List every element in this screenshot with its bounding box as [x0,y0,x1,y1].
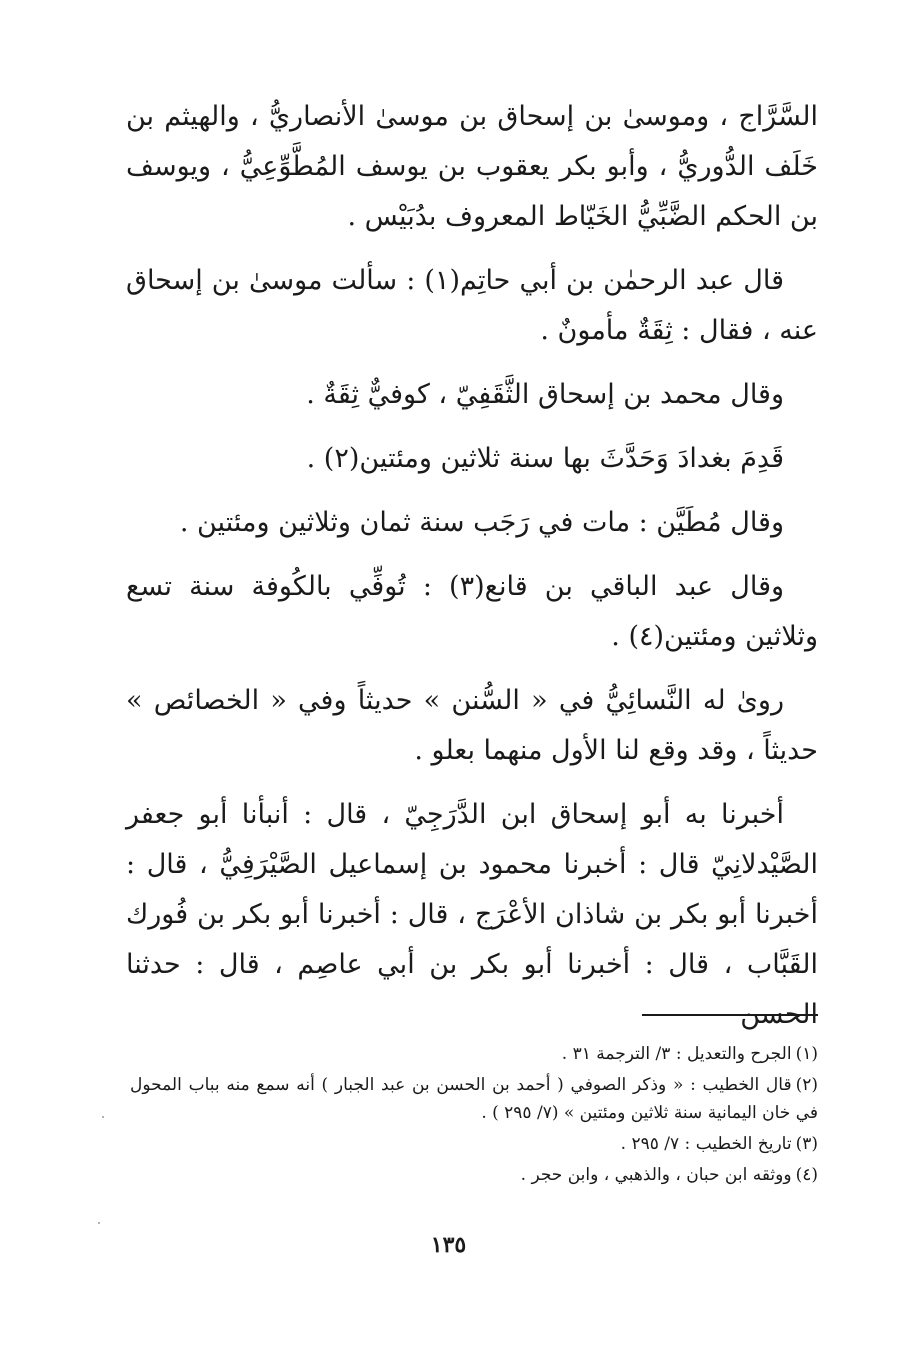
paragraph-8: أخبرنا به أبو إسحاق ابن الدَّرَجِيّ ، قال : أنبأنا أبو جعفر الصَّيْدلانِيّ قال : أخبرنا محمود بن إسماعيل الصَّيْرَفِيُّ ، قال : أخبرنا أبو بكر بن شاذان الأعْرَج ، قال : أخبرنا أبو بكر بن فُورك القَبَّاب ، قال : أخبرنا أبو بكر بن أبي عاصِم ، قال : حدثنا الحسن [126,799,818,1030]
scan-speck [102,1116,104,1118]
footnote-2 [130,1071,818,1127]
paragraph-6: وقال عبد الباقي بن قانع(٣) : تُوفِّي بالكُوفة سنة تسع وثلاثين ومئتين(٤) . [126,571,818,652]
footnote-mark: (٣) [795,1134,818,1154]
paragraph-4: قَدِمَ بغدادَ وَحَدَّثَ بها سنة ثلاثين ومئتين(٢) . [306,443,784,474]
page-number: ١٣٥ [430,1232,467,1258]
footnote-1 [130,1040,818,1068]
paragraph-7: روىٰ له النَّسائِيُّ في « السُّنن » حديثاً وفي « الخصائص » حديثاً ، وقد وقع لنا الأول منهما بعلو . [126,685,818,766]
scan-speck [98,1222,100,1224]
footnote-text: تاريخ الخطيب : ٧/ ٢٩٥ . [620,1134,792,1154]
paragraph-5: وقال مُطَيَّن : مات في رَجَب سنة ثمان وثلاثين ومئتين . [179,507,784,538]
footnote-3 [130,1130,818,1158]
footnote-text: الجرح والتعديل : ٣/ الترجمة ٣١ . [561,1044,792,1064]
footnote-text: قال الخطيب : « وذكر الصوفي ( أحمد بن الحسن بن عبد الجبار ) أنه سمع منه بباب المحول في خان اليمانية سنة ثلاثين ومئتين » (٧/ ٢٩٥ ) . [130,1075,818,1123]
paragraph-1: السَّرَّاج ، وموسىٰ بن إسحاق بن موسىٰ الأنصاريُّ ، والهيثم بن خَلَف الدُّوريُّ ، وأبو بكر يعقوب بن يوسف المُطَّوِّعِيُّ ، ويوسف بن الحكم الضَّبِّيُّ الخَيّاط المعروف بدُبَيْس . [126,101,818,232]
footnote-text: ووثقه ابن حبان ، والذهبي ، وابن حجر . [520,1165,792,1185]
footnote-mark: (٢) [795,1075,818,1095]
footnotes [130,1040,818,1192]
footnote-4 [130,1161,818,1189]
footnote-mark: (١) [795,1044,818,1064]
footnote-divider [642,1014,818,1016]
paragraph-2: قال عبد الرحمٰن بن أبي حاتِم(١) : سألت موسىٰ بن إسحاق عنه ، فقال : ثِقَةٌ مأمونٌ . [126,265,818,346]
main-text [126,92,818,1054]
footnote-mark: (٤) [795,1165,818,1185]
paragraph-3: وقال محمد بن إسحاق الثَّقَفِيّ ، كوفيٌّ ثِقَةٌ . [306,379,784,410]
